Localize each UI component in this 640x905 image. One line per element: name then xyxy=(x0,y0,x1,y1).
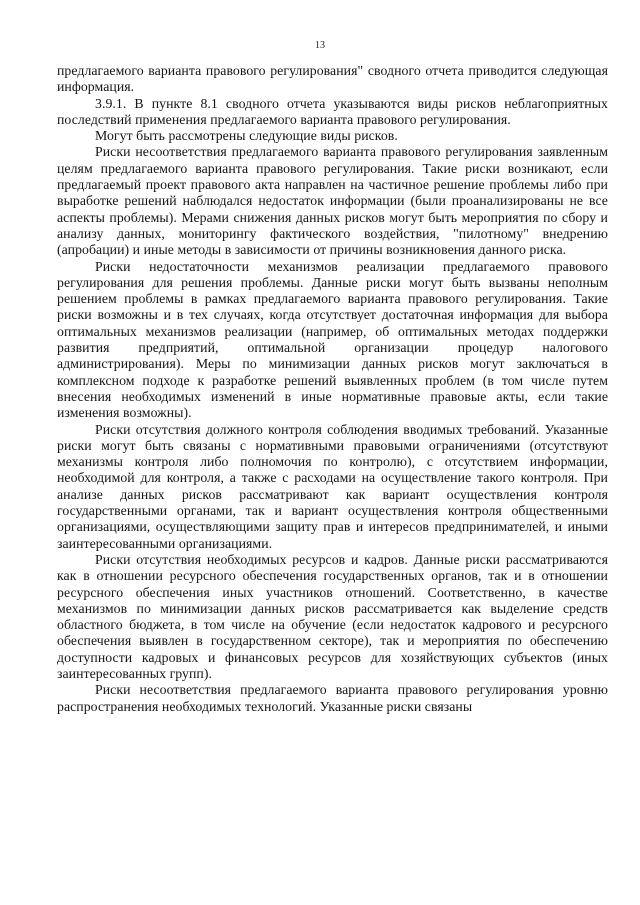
paragraph-risk-technology-mismatch: Риски несоответствия предлагаемого варианта правового регулирования уровню распространения необходимых технологий. Указанные риски связаны xyxy=(57,682,608,714)
paragraph-section-3-9-1: 3.9.1. В пункте 8.1 сводного отчета указываются виды рисков неблагоприятных последствий применения предлагаемого варианта правового регулирования. xyxy=(57,95,608,127)
paragraph-risk-lack-of-resources: Риски отсутствия необходимых ресурсов и кадров. Данные риски рассматриваются как в отношении ресурсного обеспечения государственных органов, так и в отношении ресурсного обеспечения иных участников отношений. Соответственно, в качестве механизмов по минимизации данных рисков рассматривается как выделение средств областного бюджета, в том числе на обучение (если недостаток кадрового и ресурсного обеспечения выявлен в государственном секторе), так и мероприятия по обеспечению доступности кадровых и финансовых ресурсов для хозяйствующих субъектов (иных заинтересованных групп). xyxy=(57,551,608,681)
paragraph-risk-lack-of-control: Риски отсутствия должного контроля соблюдения вводимых требований. Указанные риски могут быть связаны с нормативными правовыми ограничениями (отсутствуют механизмы контроля либо полномочия по контролю), с отсутствием информации, необходимой для контроля, а также с расходами на осуществление такого контроля. При анализе данных рисков рассматривают как вариант осуществления контроля государственными органами, так и вариант осуществления контроля общественными организациями, осуществляющими защиту прав и интересов предпринимателей, и иными заинтересованными организациями. xyxy=(57,421,608,551)
page-number: 13 xyxy=(315,40,325,51)
paragraph-risk-types-intro: Могут быть рассмотрены следующие виды рисков. xyxy=(95,128,398,144)
paragraph-risk-goal-mismatch: Риски несоответствия предлагаемого варианта правового регулирования заявленным целям предлагаемого варианта правового регулирования. Такие риски возникают, если предлагаемый проект правового акта направлен на частичное решение проблемы либо при выработке решений наблюдался недостаток информации (были проанализированы не все аспекты проблемы). Мерами снижения данных рисков могут быть мероприятия по сбору и анализу данных, мониторингу фактического воздействия, "пилотному" внедрению (апробации) и иные методы в зависимости от причины возникновения данного риска. xyxy=(57,144,608,258)
document-body xyxy=(57,63,608,715)
paragraph-continuation: предлагаемого варианта правового регулирования" сводного отчета приводится следующая информация. xyxy=(57,63,608,95)
paragraph-risk-insufficient-mechanisms: Риски недостаточности механизмов реализации предлагаемого правового регулирования для решения проблемы. Данные риски могут быть вызваны неполным решением проблемы в рамках предлагаемого варианта правового регулирования. Такие риски возможны и в тех случаях, когда отсутствует достаточная информация для выбора оптимальных механизмов реализации (например, об оптимальных методах поддержки развития предприятий, оптимальной организации процедур налогового администрирования). Меры по минимизации данных рисков могут заключаться в комплексном подходе к разработке решений выявленных проблем (в том числе путем внесения необходимых изменений в иные нормативные правовые акты, если такие изменения возможны). xyxy=(57,258,608,421)
